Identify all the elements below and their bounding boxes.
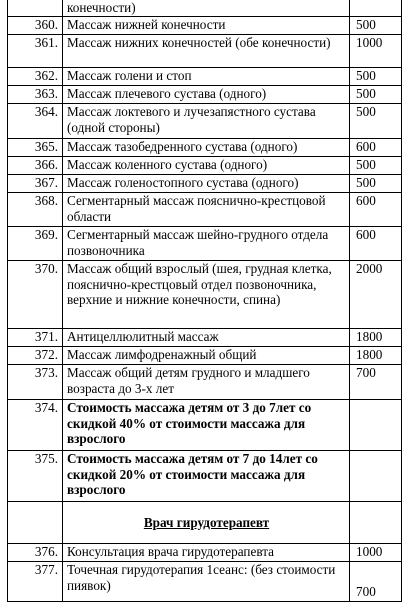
row-number: 368. [8, 193, 63, 227]
row-number: 376. [8, 544, 63, 562]
child-discount-note: Стоимость массажа детям от 7 до 14лет со скидкой 20% от стоимости массажа для взрослого [63, 451, 350, 502]
row-number: 363. [8, 86, 63, 104]
service-price: 500 [350, 86, 402, 104]
service-price: 600 [350, 227, 402, 261]
table-row [8, 329, 402, 347]
service-name: Консультация врача гирудотерапевта [63, 544, 350, 562]
service-price: 500 [350, 175, 402, 193]
row-number: 367. [8, 175, 63, 193]
service-name: Массаж голеностопного сустава (одного) [63, 175, 350, 193]
service-name: Антицеллюлитный массаж [63, 329, 350, 347]
table-row [8, 347, 402, 365]
service-price: 1000 [350, 35, 402, 68]
table-row [8, 104, 402, 139]
table-row [8, 68, 402, 86]
service-name: Сегментарный массаж пояснично-крестцовой области [63, 193, 350, 227]
service-price: 500 [350, 17, 402, 35]
service-name: Массаж нижних конечностей (обе конечности) [63, 35, 350, 68]
service-price: 2000 [350, 261, 402, 329]
table-row [8, 227, 402, 261]
table-row [8, 175, 402, 193]
row-number: 374. [8, 400, 63, 451]
service-price: 1000 [350, 544, 402, 562]
table-row [8, 35, 402, 68]
service-name: Точечная гирудотерапия 1сеанс: (без стоимости пиявок) [63, 562, 350, 602]
service-price: 600 [350, 139, 402, 157]
service-price: 600 [350, 193, 402, 227]
service-name: Массаж общий детям грудного и младшего возраста до 3-х лет [63, 365, 350, 400]
table-row [8, 139, 402, 157]
table-row [8, 17, 402, 35]
service-price: 700 [350, 365, 402, 400]
row-number: 365. [8, 139, 63, 157]
row-number: 366. [8, 157, 63, 175]
service-price: 500 [350, 68, 402, 86]
table-row [8, 451, 402, 502]
price-table [7, 0, 402, 602]
service-name: Массаж нижней конечности [63, 17, 350, 35]
service-price [350, 0, 402, 17]
service-price: 500 [350, 104, 402, 139]
row-number: 364. [8, 104, 63, 139]
service-name: Массаж коленного сустава (одного) [63, 157, 350, 175]
service-name: Массаж лимфодренажный общий [63, 347, 350, 365]
row-number: 370. [8, 261, 63, 329]
table-row [8, 86, 402, 104]
table-row [8, 544, 402, 562]
service-name: Массаж тазобедренного сустава (одного) [63, 139, 350, 157]
row-number: 360. [8, 17, 63, 35]
service-price: 500 [350, 157, 402, 175]
row-number: 372. [8, 347, 63, 365]
service-name: Массаж голени и стоп [63, 68, 350, 86]
table-row [8, 562, 402, 602]
row-number: 362. [8, 68, 63, 86]
service-price: 700 [350, 562, 402, 602]
section-title: Врач гирудотерапевт [63, 502, 350, 544]
service-name: Массаж общий взрослый (шея, грудная клетка, пояснично-крестцовый отдел позвоночника, верхние и нижние конечности, спина) [63, 261, 350, 329]
service-price: 1800 [350, 347, 402, 365]
service-name: Массаж локтевого и лучезапястного сустава (одной стороны) [63, 104, 350, 139]
table-row [8, 157, 402, 175]
row-number: 373. [8, 365, 63, 400]
table-row [8, 193, 402, 227]
row-number: 361. [8, 35, 63, 68]
row-number: 375. [8, 451, 63, 502]
service-price [350, 451, 402, 502]
table-row [8, 365, 402, 400]
service-name: конечности) [63, 0, 350, 17]
service-name: Сегментарный массаж шейно-грудного отдела позвоночника [63, 227, 350, 261]
service-name: Массаж плечевого сустава (одного) [63, 86, 350, 104]
row-number: 371. [8, 329, 63, 347]
row-number: 377. [8, 562, 63, 602]
child-discount-note: Стоимость массажа детям от 3 до 7лет со скидкой 40% от стоимости массажа для взрослого [63, 400, 350, 451]
table-row [8, 400, 402, 451]
row-number: 369. [8, 227, 63, 261]
row-number [8, 0, 63, 17]
section-header-row [8, 502, 402, 544]
table-row [8, 261, 402, 329]
service-price: 1800 [350, 329, 402, 347]
service-price [350, 400, 402, 451]
table-row [8, 0, 402, 17]
row-number [8, 502, 63, 544]
service-price [350, 502, 402, 544]
